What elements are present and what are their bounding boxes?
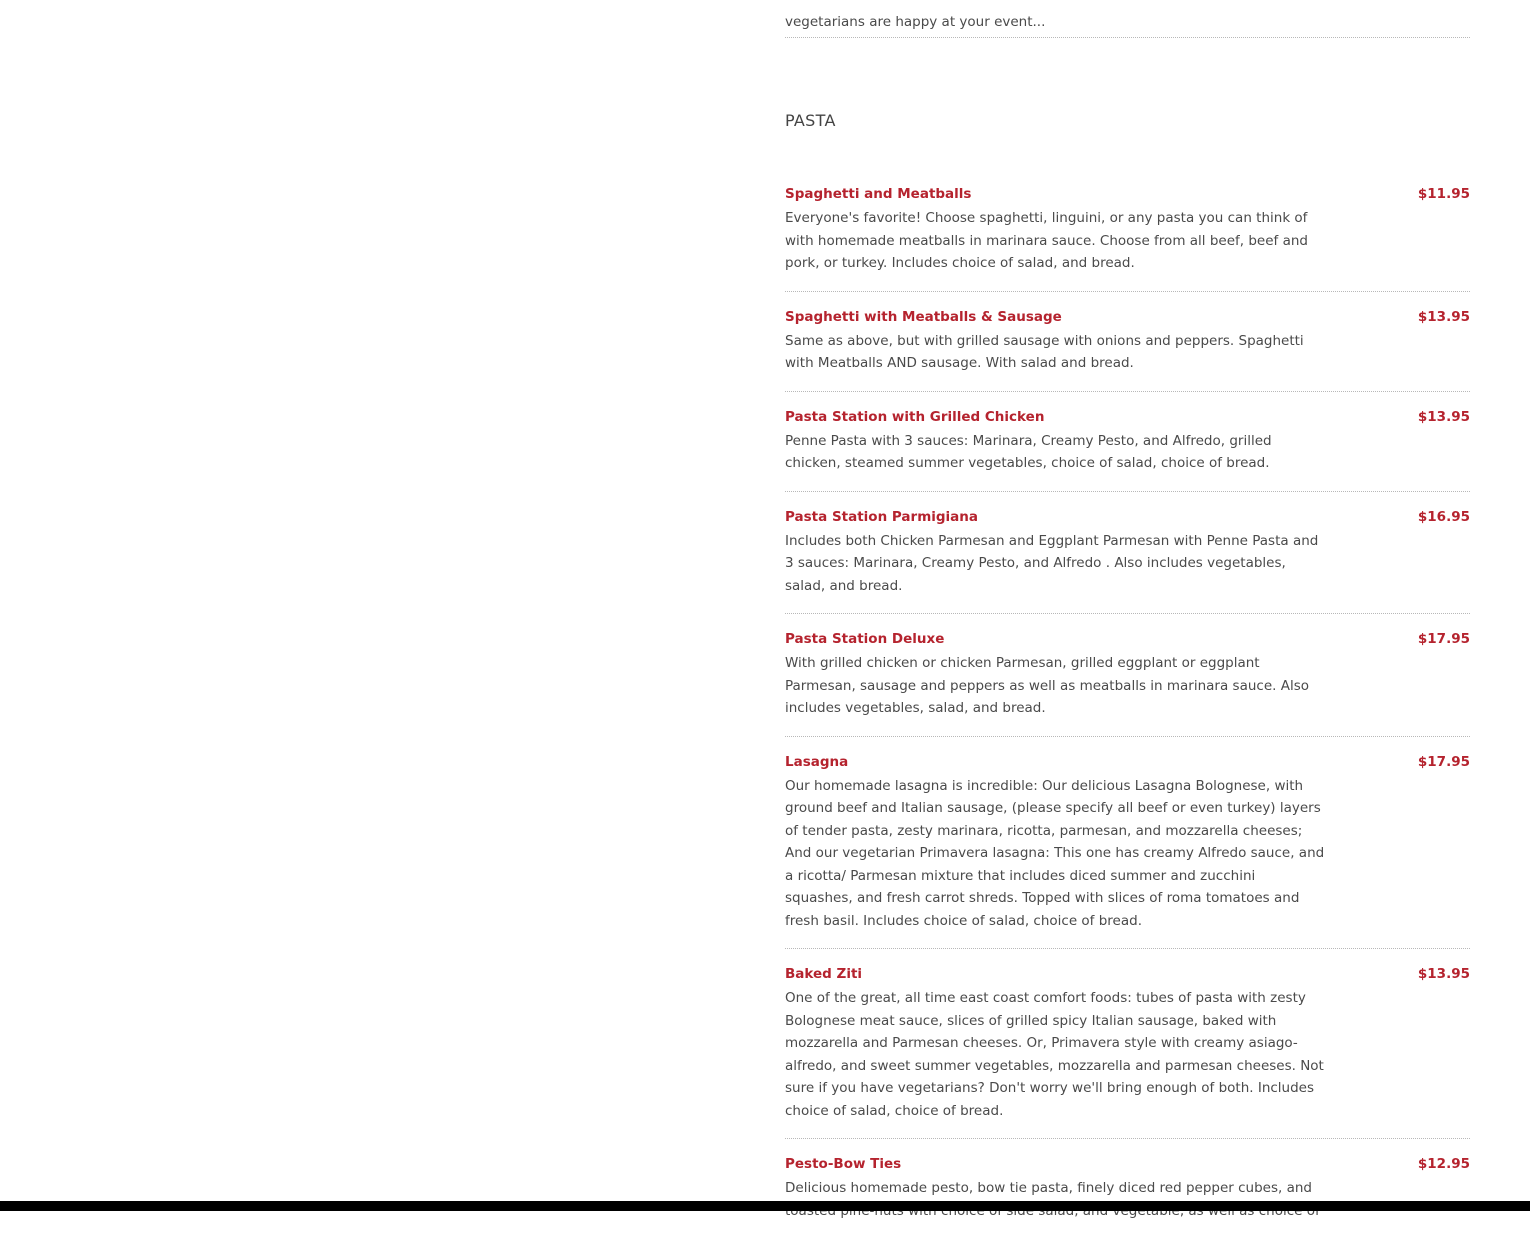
divider — [785, 37, 1470, 38]
menu-item-name: Spaghetti and Meatballs — [785, 186, 972, 202]
menu-item-name: Pesto-Bow Ties — [785, 1156, 902, 1172]
menu-item-price: $13.95 — [1417, 966, 1470, 982]
menu-item — [785, 1139, 1470, 1238]
menu-item-name: Lasagna — [785, 753, 849, 770]
menu-item-price: $13.95 — [1417, 308, 1470, 325]
menu-item-description: Delicious homemade pesto, bow tie pasta, finely diced red pepper cubes, and — [785, 1180, 1313, 1196]
menu-item — [785, 737, 1470, 950]
menu-item-description: One of the great, all time east coast comfort foods: tubes of pasta with zesty Bolognese meat sauce, slices of grilled spicy Italian sausage, baked with mozzarella and Parmesan cheeses. Or, Primavera style with creamy asiago-alfredo, and sweet summer vegetables, mozzarella and parmesan cheeses. Not sure if you have vegetarians? Don't worry we'll bring enough of both. Includes choice of salad, choice of bread. — [785, 990, 1324, 1119]
menu-item-price: $11.95 — [1417, 186, 1470, 202]
menu-item-description: Penne Pasta with 3 sauces: Marinara, Creamy Pesto, and Alfredo, grilled chicken, steamed summer vegetables, choice of salad, choice of bread. — [785, 432, 1272, 471]
menu-item — [785, 182, 1470, 292]
menu-item-description: Same as above, but with grilled sausage with onions and peppers. Spaghetti with Meatballs AND sausage. With salad and bread. — [785, 332, 1304, 371]
menu-item-price: $17.95 — [1417, 753, 1470, 770]
previous-item-description: vegetarians are happy at your event... — [785, 13, 1046, 30]
menu-item-price: $13.95 — [1417, 408, 1470, 425]
menu-item-name: Baked Ziti — [785, 966, 863, 982]
menu-item-name: Pasta Station Parmigiana — [785, 508, 979, 525]
menu-item-price: $17.95 — [1417, 631, 1470, 647]
menu-items — [785, 182, 1470, 1238]
menu-item-name: Pasta Station Deluxe — [785, 631, 945, 647]
menu-item-description: Includes both Chicken Parmesan and Eggplant Parmesan with Penne Pasta and 3 sauces: Marinara, Creamy Pesto, and Alfredo . Also includes vegetables, salad, and bread. — [785, 532, 1319, 594]
menu-item-description: With grilled chicken or chicken Parmesan, grilled eggplant or eggplant Parmesan, sausage and peppers as well as meatballs in marinara sauce. Also includes vegetables, salad, and bread. — [785, 655, 1309, 716]
section-title: PASTA — [785, 111, 836, 130]
bottom-bar — [0, 1201, 1530, 1211]
menu-item — [785, 392, 1470, 492]
menu-item-description: Everyone's favorite! Choose spaghetti, linguini, or any pasta you can think of with homemade meatballs in marinara sauce. Choose from all beef, beef and pork, or turkey. Includes choice of salad, and bread. — [785, 210, 1308, 271]
menu-item — [785, 949, 1470, 1139]
menu-item-name: Pasta Station with Grilled Chicken — [785, 408, 1045, 425]
menu-item-price: $12.95 — [1417, 1156, 1470, 1172]
menu-item-price: $16.95 — [1417, 508, 1470, 525]
menu-item — [785, 614, 1470, 737]
menu-item — [785, 492, 1470, 615]
menu-item-description: Our homemade lasagna is incredible: Our delicious Lasagna Bolognese, with ground beef and Italian sausage, (please specify all beef or even turkey) layers of tender pasta, zesty marinara, ricotta, parmesan, and mozzarella cheeses; And our vegetarian Primavera lasagna: This one has creamy Alfredo sauce, and a ricotta/ Parmesan mixture that includes diced summer and zucchini squashes, and fresh carrot shreds. Topped with slices of roma tomatoes and fresh basil. Includes choice of salad, choice of bread. — [785, 777, 1325, 929]
menu-item-name: Spaghetti with Meatballs & Sausage — [785, 308, 1062, 325]
menu-item — [785, 292, 1470, 392]
